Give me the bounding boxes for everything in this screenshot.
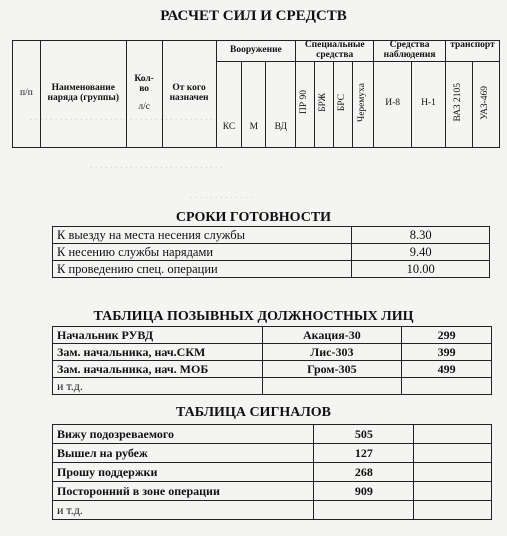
signal-text: Вышел на рубеж bbox=[53, 444, 314, 463]
signals-table bbox=[52, 424, 492, 520]
transport-vaz bbox=[445, 61, 472, 147]
col-name: Наименование наряда (группы) bbox=[40, 41, 126, 148]
signal-code: 909 bbox=[314, 482, 414, 501]
bleed-through-text: . . . . . . . . . . . . . . . . . . . . . . . . . . . bbox=[90, 160, 223, 171]
callsign-position: и т.д. bbox=[53, 378, 263, 395]
special-brs bbox=[334, 61, 353, 147]
readiness-table bbox=[52, 226, 490, 278]
col-assigned: От кого назначен bbox=[162, 41, 216, 148]
signal-text: Посторонний в зоне операции bbox=[53, 482, 314, 501]
signal-code: 127 bbox=[314, 444, 414, 463]
table-row bbox=[53, 361, 492, 378]
bleed-through-text: . . . . . . . . . . . . . . . . . . . . . . . . . . . . . . . . . . . . . . bbox=[30, 112, 218, 123]
table-row bbox=[53, 344, 492, 361]
special-cheremukha-label: Черемуха bbox=[357, 83, 368, 122]
bleed-through-text: . . . . . . . . . . . . . bbox=[190, 190, 253, 201]
signal-code bbox=[314, 501, 414, 520]
special-cheremukha bbox=[353, 61, 374, 147]
col-qty-bottom: л/с bbox=[138, 101, 150, 112]
callsign-position: Начальник РУВД bbox=[53, 327, 263, 344]
callsign-position: Зам. начальника, нач. МОБ bbox=[53, 361, 263, 378]
callsigns-table bbox=[52, 326, 492, 395]
readiness-label: К проведению спец. операции bbox=[53, 261, 352, 278]
readiness-title: СРОКИ ГОТОВНОСТИ bbox=[175, 210, 332, 225]
col-qty-top: Кол-во bbox=[134, 74, 154, 95]
callsign-position: Зам. начальника, нач.СКМ bbox=[53, 344, 263, 361]
col-num: п/п bbox=[13, 41, 41, 148]
callsign-number: 399 bbox=[402, 344, 492, 361]
table-row bbox=[53, 463, 492, 482]
callsign-number: 499 bbox=[402, 361, 492, 378]
readiness-value: 8.30 bbox=[352, 227, 490, 244]
callsign-name bbox=[262, 378, 402, 395]
table-row bbox=[53, 444, 492, 463]
col-qty bbox=[126, 41, 162, 148]
signal-empty bbox=[414, 463, 492, 482]
signal-text: и т.д. bbox=[53, 501, 314, 520]
special-brzh bbox=[315, 61, 334, 147]
table-row bbox=[53, 327, 492, 344]
transport-uaz-label: УАЗ-469 bbox=[479, 85, 490, 120]
table-row bbox=[53, 482, 492, 501]
weapon-vd: ВД bbox=[266, 61, 296, 147]
forces-table bbox=[12, 40, 500, 148]
weapon-ks: КС bbox=[216, 61, 242, 147]
signal-empty bbox=[414, 425, 492, 444]
readiness-value: 9.40 bbox=[352, 244, 490, 261]
signal-empty bbox=[414, 501, 492, 520]
signal-code: 268 bbox=[314, 463, 414, 482]
callsign-number: 299 bbox=[402, 327, 492, 344]
transport-uaz bbox=[472, 61, 499, 147]
transport-vaz-label: ВАЗ 2105 bbox=[452, 83, 463, 122]
table-row bbox=[53, 244, 490, 261]
signal-empty bbox=[414, 482, 492, 501]
signal-text: Прошу поддержки bbox=[53, 463, 314, 482]
signal-text: Вижу подозреваемого bbox=[53, 425, 314, 444]
signals-title: ТАБЛИЦА СИГНАЛОВ bbox=[175, 405, 332, 420]
callsigns-title: ТАБЛИЦА ПОЗЫВНЫХ ДОЛЖНОСТНЫХ ЛИЦ bbox=[93, 309, 414, 324]
table-row bbox=[53, 378, 492, 395]
callsign-number bbox=[402, 378, 492, 395]
readiness-label: К выезду на места несения службы bbox=[53, 227, 352, 244]
table-row bbox=[53, 227, 490, 244]
special-pr90-label: ПР 90 bbox=[299, 90, 310, 115]
obs-i8: И-8 bbox=[374, 61, 412, 147]
group-weapons: Вооружение bbox=[216, 41, 296, 62]
group-special: Специальные средства bbox=[296, 41, 374, 62]
readiness-label: К несению службы нарядами bbox=[53, 244, 352, 261]
table-row bbox=[53, 501, 492, 520]
weapon-m: М bbox=[242, 61, 266, 147]
callsign-name: Гром-305 bbox=[262, 361, 402, 378]
table-row bbox=[53, 261, 490, 278]
table-row bbox=[53, 425, 492, 444]
special-brs-label: БРС bbox=[337, 93, 348, 112]
signal-empty bbox=[414, 444, 492, 463]
group-observation: Средства наблюдения bbox=[374, 41, 446, 62]
special-pr90 bbox=[296, 61, 315, 147]
group-transport: транспорт bbox=[445, 41, 499, 62]
obs-n1: Н-1 bbox=[412, 61, 446, 147]
page-title: РАСЧЕТ СИЛ И СРЕДСТВ bbox=[160, 8, 347, 24]
signal-code: 505 bbox=[314, 425, 414, 444]
readiness-value: 10.00 bbox=[352, 261, 490, 278]
callsign-name: Акация-30 bbox=[262, 327, 402, 344]
callsign-name: Лис-303 bbox=[262, 344, 402, 361]
special-brzh-label: БРЖ bbox=[318, 93, 329, 112]
